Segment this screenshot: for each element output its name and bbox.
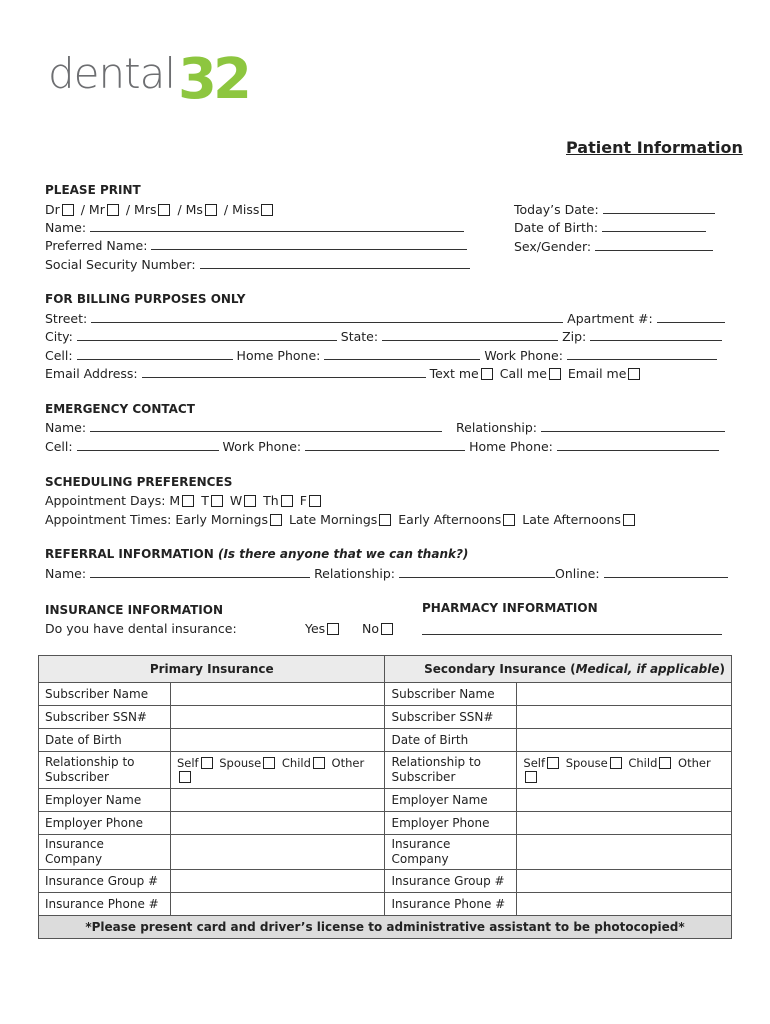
referral-heading [45,547,468,561]
emergency-cell-field[interactable] [77,440,219,451]
insurance-yes-option [305,621,342,636]
name-row [45,220,464,235]
primary-child-checkbox[interactable] [313,757,325,769]
table-row [39,729,732,752]
insurance-table-header [39,656,732,683]
early-afternoons-checkbox[interactable] [503,514,515,526]
zip-field[interactable] [590,330,722,341]
cell-field[interactable] [77,349,233,360]
call-me-label: Call me [499,366,547,381]
preferred-name-field[interactable] [151,239,467,250]
dental32-logo [48,47,248,114]
title-miss-checkbox[interactable] [261,204,273,216]
table-row [39,870,732,893]
zip-label: Zip: [562,329,587,344]
street-row [45,311,725,326]
table-row [39,812,732,835]
ssn-label: Social Security Number: [45,257,196,272]
early-mornings-checkbox[interactable] [270,514,282,526]
title-dr-checkbox[interactable] [62,204,74,216]
secondary-insurance-company-label: Insurance Company [385,835,517,870]
table-row [39,893,732,916]
primary-insurance-group-label: Insurance Group # [39,870,171,893]
emergency-name-label: Name: [45,420,87,435]
secondary-self-checkbox[interactable] [547,757,559,769]
day-th-label: Th [263,493,279,508]
secondary-header-note: Medical, if applicable [575,662,720,676]
primary-relationship-label: Relationship to Subscriber [39,752,171,789]
insurance-no-checkbox[interactable] [381,623,393,635]
dob-row [514,220,706,235]
secondary-relationship-options [517,752,732,789]
photocopy-note: *Please present card and driver’s license to administrative assistant to be photocopied* [39,916,732,939]
emergency-home-phone-field[interactable] [557,440,719,451]
early-afternoons-label: Early Afternoons [398,512,502,527]
secondary-insurance-phone-label: Insurance Phone # [385,893,517,916]
primary-other-label: Other [331,756,365,770]
logo-number: 32 [178,47,248,112]
primary-insurance-company-label: Insurance Company [39,835,171,870]
secondary-self-label: Self [523,756,546,770]
city-label: City: [45,329,73,344]
preferred-name-row [45,238,467,253]
secondary-spouse-checkbox[interactable] [610,757,622,769]
emergency-work-phone-label: Work Phone: [222,439,302,454]
referral-heading-note: (Is there anyone that we can thank?) [217,547,469,561]
apartment-field[interactable] [657,312,725,323]
late-afternoons-checkbox[interactable] [623,514,635,526]
secondary-subscriber-ssn-field[interactable] [517,706,732,729]
emergency-name-field[interactable] [90,421,442,432]
secondary-other-label: Other [678,756,711,770]
referral-row [45,566,728,581]
primary-relationship-options [170,752,385,789]
late-mornings-label: Late Mornings [288,512,378,527]
dob-field[interactable] [602,221,706,232]
email-label: Email Address: [45,366,138,381]
primary-other-checkbox[interactable] [179,771,191,783]
table-row [39,683,732,706]
referral-heading-text: REFERRAL INFORMATION [45,547,214,561]
day-f-checkbox[interactable] [309,495,321,507]
city-row [45,329,722,344]
pharmacy-field[interactable] [422,622,722,635]
cell-label: Cell: [45,348,73,363]
referral-relationship-field[interactable] [399,567,555,578]
primary-dob-field[interactable] [170,729,385,752]
street-label: Street: [45,311,88,326]
call-me-checkbox[interactable] [549,368,561,380]
email-row [45,366,643,381]
primary-insurance-header: Primary Insurance [39,656,385,683]
referral-relationship-label: Relationship: [314,566,396,581]
appointment-days-label: Appointment Days: M [45,493,181,508]
emergency-cell-label: Cell: [45,439,73,454]
secondary-relationship-label: Relationship to Subscriber [385,752,517,789]
insurance-table-footer [39,916,732,939]
secondary-employer-phone-field[interactable] [517,812,732,835]
secondary-other-checkbox[interactable] [525,771,537,783]
primary-self-checkbox[interactable] [201,757,213,769]
primary-insurance-group-field[interactable] [170,870,385,893]
primary-subscriber-name-field[interactable] [170,683,385,706]
ssn-field[interactable] [200,258,470,269]
referral-name-label: Name: [45,566,87,581]
primary-child-label: Child [281,756,311,770]
primary-employer-name-label: Employer Name [39,789,171,812]
late-mornings-checkbox[interactable] [379,514,391,526]
work-phone-field[interactable] [567,349,717,360]
emergency-home-phone-label: Home Phone: [469,439,553,454]
primary-insurance-company-field[interactable] [170,835,385,870]
apartment-label: Apartment #: [567,311,653,326]
state-field[interactable] [382,330,558,341]
table-row [39,706,732,729]
emergency-name-row [45,420,725,435]
primary-employer-name-field[interactable] [170,789,385,812]
title-options [45,202,276,217]
appointment-times-row [45,512,638,527]
emergency-relationship-label: Relationship: [456,420,537,435]
primary-insurance-phone-field[interactable] [170,893,385,916]
table-row [39,789,732,812]
primary-spouse-label: Spouse [219,756,262,770]
secondary-header-close: ) [719,662,725,676]
secondary-employer-name-label: Employer Name [385,789,517,812]
text-me-checkbox[interactable] [481,368,493,380]
day-t-checkbox[interactable] [211,495,223,507]
day-w-label: W [229,493,243,508]
insurance-yes-label: Yes [305,621,326,636]
todays-date-field[interactable] [603,203,715,214]
secondary-dob-label: Date of Birth [385,729,517,752]
primary-spouse-checkbox[interactable] [263,757,275,769]
work-phone-label: Work Phone: [484,348,563,363]
day-th-checkbox[interactable] [281,495,293,507]
title-dr-label: Dr [45,202,60,217]
preferred-name-label: Preferred Name: [45,238,148,253]
secondary-subscriber-name-field[interactable] [517,683,732,706]
appointment-days-row [45,493,324,508]
primary-subscriber-ssn-field[interactable] [170,706,385,729]
primary-employer-phone-label: Employer Phone [39,812,171,835]
primary-subscriber-name-label: Subscriber Name [39,683,171,706]
title-ms-checkbox[interactable] [205,204,217,216]
email-me-checkbox[interactable] [628,368,640,380]
primary-dob-label: Date of Birth [39,729,171,752]
insurance-no-label: No [362,621,379,636]
title-ms-label: / Ms [177,202,203,217]
table-row [39,835,732,870]
text-me-label: Text me [429,366,479,381]
email-me-label: Email me [567,366,627,381]
home-phone-label: Home Phone: [236,348,321,363]
email-field[interactable] [142,367,426,378]
sex-field[interactable] [595,240,713,251]
billing-heading: FOR BILLING PURPOSES ONLY [45,292,246,306]
secondary-subscriber-ssn-label: Subscriber SSN# [385,706,517,729]
secondary-child-checkbox[interactable] [659,757,671,769]
insurance-yes-checkbox[interactable] [327,623,339,635]
street-field[interactable] [91,312,563,323]
late-afternoons-label: Late Afternoons [522,512,621,527]
todays-date-label: Today’s Date: [514,202,599,217]
please-print-heading: PLEASE PRINT [45,183,141,197]
secondary-insurance-group-field[interactable] [517,870,732,893]
title-miss-label: / Miss [223,202,260,217]
referral-name-field[interactable] [90,567,310,578]
secondary-child-label: Child [628,756,658,770]
dob-label: Date of Birth: [514,220,599,235]
emergency-relationship-field[interactable] [541,421,725,432]
primary-employer-phone-field[interactable] [170,812,385,835]
primary-self-label: Self [176,756,199,770]
home-phone-field[interactable] [324,349,480,360]
title-mrs-label: / Mrs [125,202,157,217]
day-m-checkbox[interactable] [182,495,194,507]
secondary-insurance-header [385,656,732,683]
secondary-insurance-phone-field[interactable] [517,893,732,916]
day-t-label: T [201,493,209,508]
secondary-header-text: Secondary Insurance ( [424,662,576,676]
referral-online-field[interactable] [604,567,728,578]
referral-online-label: Online: [555,566,600,581]
insurance-heading: INSURANCE INFORMATION [45,603,223,617]
name-label: Name: [45,220,87,235]
sex-label: Sex/Gender: [514,239,592,254]
appointment-times-label: Appointment Times: Early Mornings [45,512,268,527]
pharmacy-field-wrap [422,620,722,639]
secondary-employer-phone-label: Employer Phone [385,812,517,835]
logo-word: dental [48,49,175,98]
todays-date-row [514,202,715,217]
secondary-spouse-label: Spouse [565,756,608,770]
city-field[interactable] [77,330,337,341]
insurance-no-option [362,621,396,636]
phone-row [45,348,717,363]
state-label: State: [340,329,379,344]
page-title: Patient Information [566,138,743,157]
secondary-insurance-group-label: Insurance Group # [385,870,517,893]
ssn-row [45,257,470,272]
title-mrs-checkbox[interactable] [158,204,170,216]
secondary-insurance-company-field[interactable] [517,835,732,870]
secondary-dob-field[interactable] [517,729,732,752]
emergency-phone-row [45,439,719,454]
pharmacy-heading: PHARMACY INFORMATION [422,601,598,615]
title-mr-checkbox[interactable] [107,204,119,216]
secondary-subscriber-name-label: Subscriber Name [385,683,517,706]
emergency-work-phone-field[interactable] [305,440,465,451]
name-field[interactable] [90,221,464,232]
title-mr-label: / Mr [80,202,105,217]
primary-insurance-phone-label: Insurance Phone # [39,893,171,916]
table-row [39,752,732,789]
insurance-table [38,655,732,939]
scheduling-heading: SCHEDULING PREFERENCES [45,475,233,489]
insurance-question: Do you have dental insurance: [45,621,237,636]
day-w-checkbox[interactable] [244,495,256,507]
primary-subscriber-ssn-label: Subscriber SSN# [39,706,171,729]
sex-row [514,239,713,254]
secondary-employer-name-field[interactable] [517,789,732,812]
day-f-label: F [299,493,307,508]
emergency-heading: EMERGENCY CONTACT [45,402,195,416]
